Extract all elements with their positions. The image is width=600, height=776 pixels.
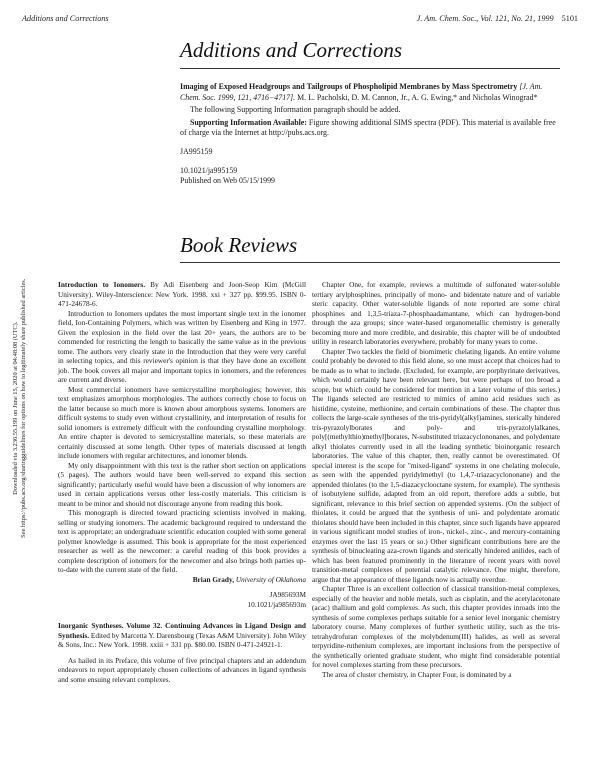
review-2-paragraph-2: Chapter One, for example, reviews a multitude of sulfonated water-soluble tertiary arylphosphines, principally of mono- and bidentate nature and of variable steric capacity. Other water-soluble ligands of note reported are some chiral phosphines and 1,3,5-triaza-7-phosphaadamantane, which can hydrogen-bond through the aza groups; since water-based organometallic chemistry is generally becoming more and more credible, and desirable, this chapter will be of undoubted utility in research laboratories everywhere, probably for many years to come. xyxy=(312,280,560,346)
reviews-heading: Book Reviews xyxy=(180,233,298,257)
correction-code: JA995159 xyxy=(180,146,213,156)
review-2-paragraph-5: The area of cluster chemistry, in Chapter Four, is dominated by a xyxy=(322,669,512,679)
reviewer-affiliation: University of Oklahoma xyxy=(235,574,306,584)
review-entry-1 xyxy=(58,280,306,309)
review-1-publication: By Adi Eisenberg and Joon-Seop Kim (McGill University). Wiley-Interscience: New York. 1998. xxi + 327 pp. $99.95. ISBN 0-471-24678-6. xyxy=(58,280,306,308)
correction-title: Imaging of Exposed Headgroups and Tailgroups of Phospholipid Membranes by Mass Spectrometry xyxy=(180,82,518,91)
review-2-paragraph-4: Chapter Three is an excellent collection of classical transition-metal complexes, especially of the heavier and noble metals, such as cisplatin, and the acetylacetonate (acac) thallium and gold complexes. As such, this chapter provides inroads into the synthesis of some complexes perhaps suitable for a senior level inorganic chemistry laboratory course. Many complexes of further synthetic utility, such as the tris-tetrahydrofuran complexes of the molybdenum(III) halides, as well as several terpyridine-ruthenium complexes, are important inclusions from the perspective of the synthetically oriented graduate student, who might find considerable potential for novel complexes starting from these precursors. xyxy=(312,584,560,669)
review-2-title: Inorganic Syntheses. Volume 32. Continuing Advances in Ligand Design and Synthesis. xyxy=(58,621,306,640)
reviews-left-column xyxy=(58,280,306,684)
journal-citation: J. Am. Chem. Soc., Vol. 121, No. 21, 1999 xyxy=(416,14,554,23)
correction-body: The following Supporting Information paragraph should be added. xyxy=(190,105,401,115)
review-1-paragraph-3: My only disappointment with this text is the rather short section on applications (5 pages). The authors would have been well-served to expand this section significantly; particularly useful would have been a discussion of why ionomers are used in certain applications versus other less-costly materials. This criticism is meant to be minor and should not discourage anyone from reading this book. xyxy=(58,460,306,508)
correction-citation: [J. Am. Chem. Soc. 1999, 121, 4716−4717]. xyxy=(180,82,543,102)
review-1-doi: 10.1021/ja985693m xyxy=(247,599,306,609)
review-1-paragraph-2: Most commercial ionomers have semicrystalline morphologies; however, this text emphasizes amorphous morphologies. The authors correctly chose to focus on the latter because so much more is known about amorphous systems. Ionomers are difficult systems to study even without crystallinity, and interpretation of results for solid ionomers is extremely difficult with the confounding crystalline morphology. An entire chapter is devoted to semicrystalline materials, so these materials are certainly discussed at some length. Other types of materials discussed at length include ionomers with regular architectures, and ionomer blends. xyxy=(58,384,306,460)
download-notice-line1: Downloaded via 3.236.55.199 on June 15, 2020 at 04:48:08 (UTC). xyxy=(11,321,19,495)
review-2-publication: Edited by Marcetta Y. Darensbourg (Texas A&M University). John Wiley & Sons, Inc.: New York. 1998. xxiii + 331 pp. $80.00. ISBN 0-471-24921-1. xyxy=(58,630,306,649)
supporting-info xyxy=(180,118,560,139)
running-head-right xyxy=(417,14,578,23)
correction-notice xyxy=(180,82,560,187)
corrections-heading: Additions and Corrections xyxy=(180,38,403,62)
corrections-rule xyxy=(180,68,560,69)
correction-published: Published on Web 05/15/1999 xyxy=(180,176,276,186)
running-head-left: Additions and Corrections xyxy=(22,14,109,23)
correction-title-block xyxy=(180,82,560,103)
correction-doi: 10.1021/ja995159 xyxy=(180,165,238,175)
reviews-rule xyxy=(180,262,560,263)
supporting-info-text: Figure showing additional SIMS spectra (PDF). This material is available free of charge via the Internet at http://pubs.acs.org. xyxy=(180,117,556,138)
review-1-paragraph-4: This monograph is directed toward practicing scientists involved in making, selling or studying ionomers. The academic background required to understand the text is appropriate; an undergraduate scientific education coupled with some general polymer knowledge is assumed. This book is appropriate for the most experienced researcher as well as the newcomer: a careful reading of this book provides a complete description of ionomers for the newcomer and also brings both parties up-to-date with the current state of the field. xyxy=(58,508,306,574)
page-number: 5101 xyxy=(561,14,578,23)
review-2-paragraph-1: As hailed in its Preface, this volume of five principal chapters and an addendum endeavors to report appropriately chosen collections of advances in ligand synthesis and some ensuing relevant complexes. xyxy=(58,655,306,684)
review-1-title: Introduction to Ionomers. xyxy=(58,280,146,289)
review-entry-2 xyxy=(58,621,306,650)
review-1-signature xyxy=(58,575,306,585)
download-notice xyxy=(12,238,28,578)
reviews-right-column xyxy=(312,280,560,679)
review-1-paragraph-1: Introduction to Ionomers updates the most important single text in the ionomer field, Ion-Containing Polymers, which was written by Eisenberg and King in 1977. Given the explosion in the field over the last 20+ years, the authors are to be commended for restricting the length to basically the same value as in the previous tome. The authors very clearly state in the Introduction that they were very careful in selecting topics, and this reviewer's opinion is that they have done an excellent job. The book covers all major and important topics in ionomers, and the references are current and diverse. xyxy=(58,308,306,384)
supporting-info-label: Supporting Information Available: xyxy=(190,117,307,127)
reviewer-name: Brian Grady, xyxy=(192,574,235,584)
download-notice-line2: See https://pubs.acs.org/sharingguidelines for options on how to legitimately share published articles. xyxy=(20,278,27,538)
correction-authors: M. L. Pacholski, D. M. Cannon, Jr., A. G. Ewing,* and Nicholas Winograd* xyxy=(297,92,538,102)
review-2-paragraph-3: Chapter Two tackles the field of biomimetic chelating ligands. An entire volume could probably be devoted to this field alone, so one must accept that choices had to be made as to what to include. (Excluded, for example, are porphyrinate derivatives, which would certainly have been relevant here, but were perhaps of too broad a scope, but which could be considered for mention in a later volume of this series.) The ligands selected are restricted to mimics of amino acid residues such as histidine, cysteine, methionine, and certain combinations of these. The chapter thus collects the large-scale syntheses of the tris-pyridyl(alkyl)amines, sterically hindered tris-pyrazolylborates and poly- and tris-pyrazolylalkanes, poly[(methylthio)methyl]borates, N-substituted triazacyclononanes, and polydentate alkyl thiolates currently used in all the leading synthetic bioinorganic research laboratories. The value of this chapter, then, really cannot be overestimated. Of special interest is the scope for "mixed-ligand" systems in one chelating molecule, as seen with the appended pyridylmethyl (to 1,4,7-triazacyclononane) and the appended thiolates (to the 1,5-diazacyclooctane system, for example). The synthesis of isobutylene sulfide, adapted from an old report, therefore adds a subtle, but significant, relevance to this brief section on appended systems. (On the subject of thiolates, it could be argued that the synthesis of uni- and polydentate aromatic thiolates should have been included in this chapter, since such ligands have appeared in various significant model studies of iron-, nickel-, zinc-, and mercury-containing enzymes over the last 15 years or so.) Other significant contributions here are the synthesis of binucleating aza-crown ligands and sterically hindered anilides, each of which has been featured prominently in the literature of recent years with novel transition-metal complexes of potential catalytic relevance. One might, therefore, argue that the appearance of these ligands now is actually overdue. xyxy=(312,346,560,584)
review-1-code: JA985693M xyxy=(269,590,306,599)
